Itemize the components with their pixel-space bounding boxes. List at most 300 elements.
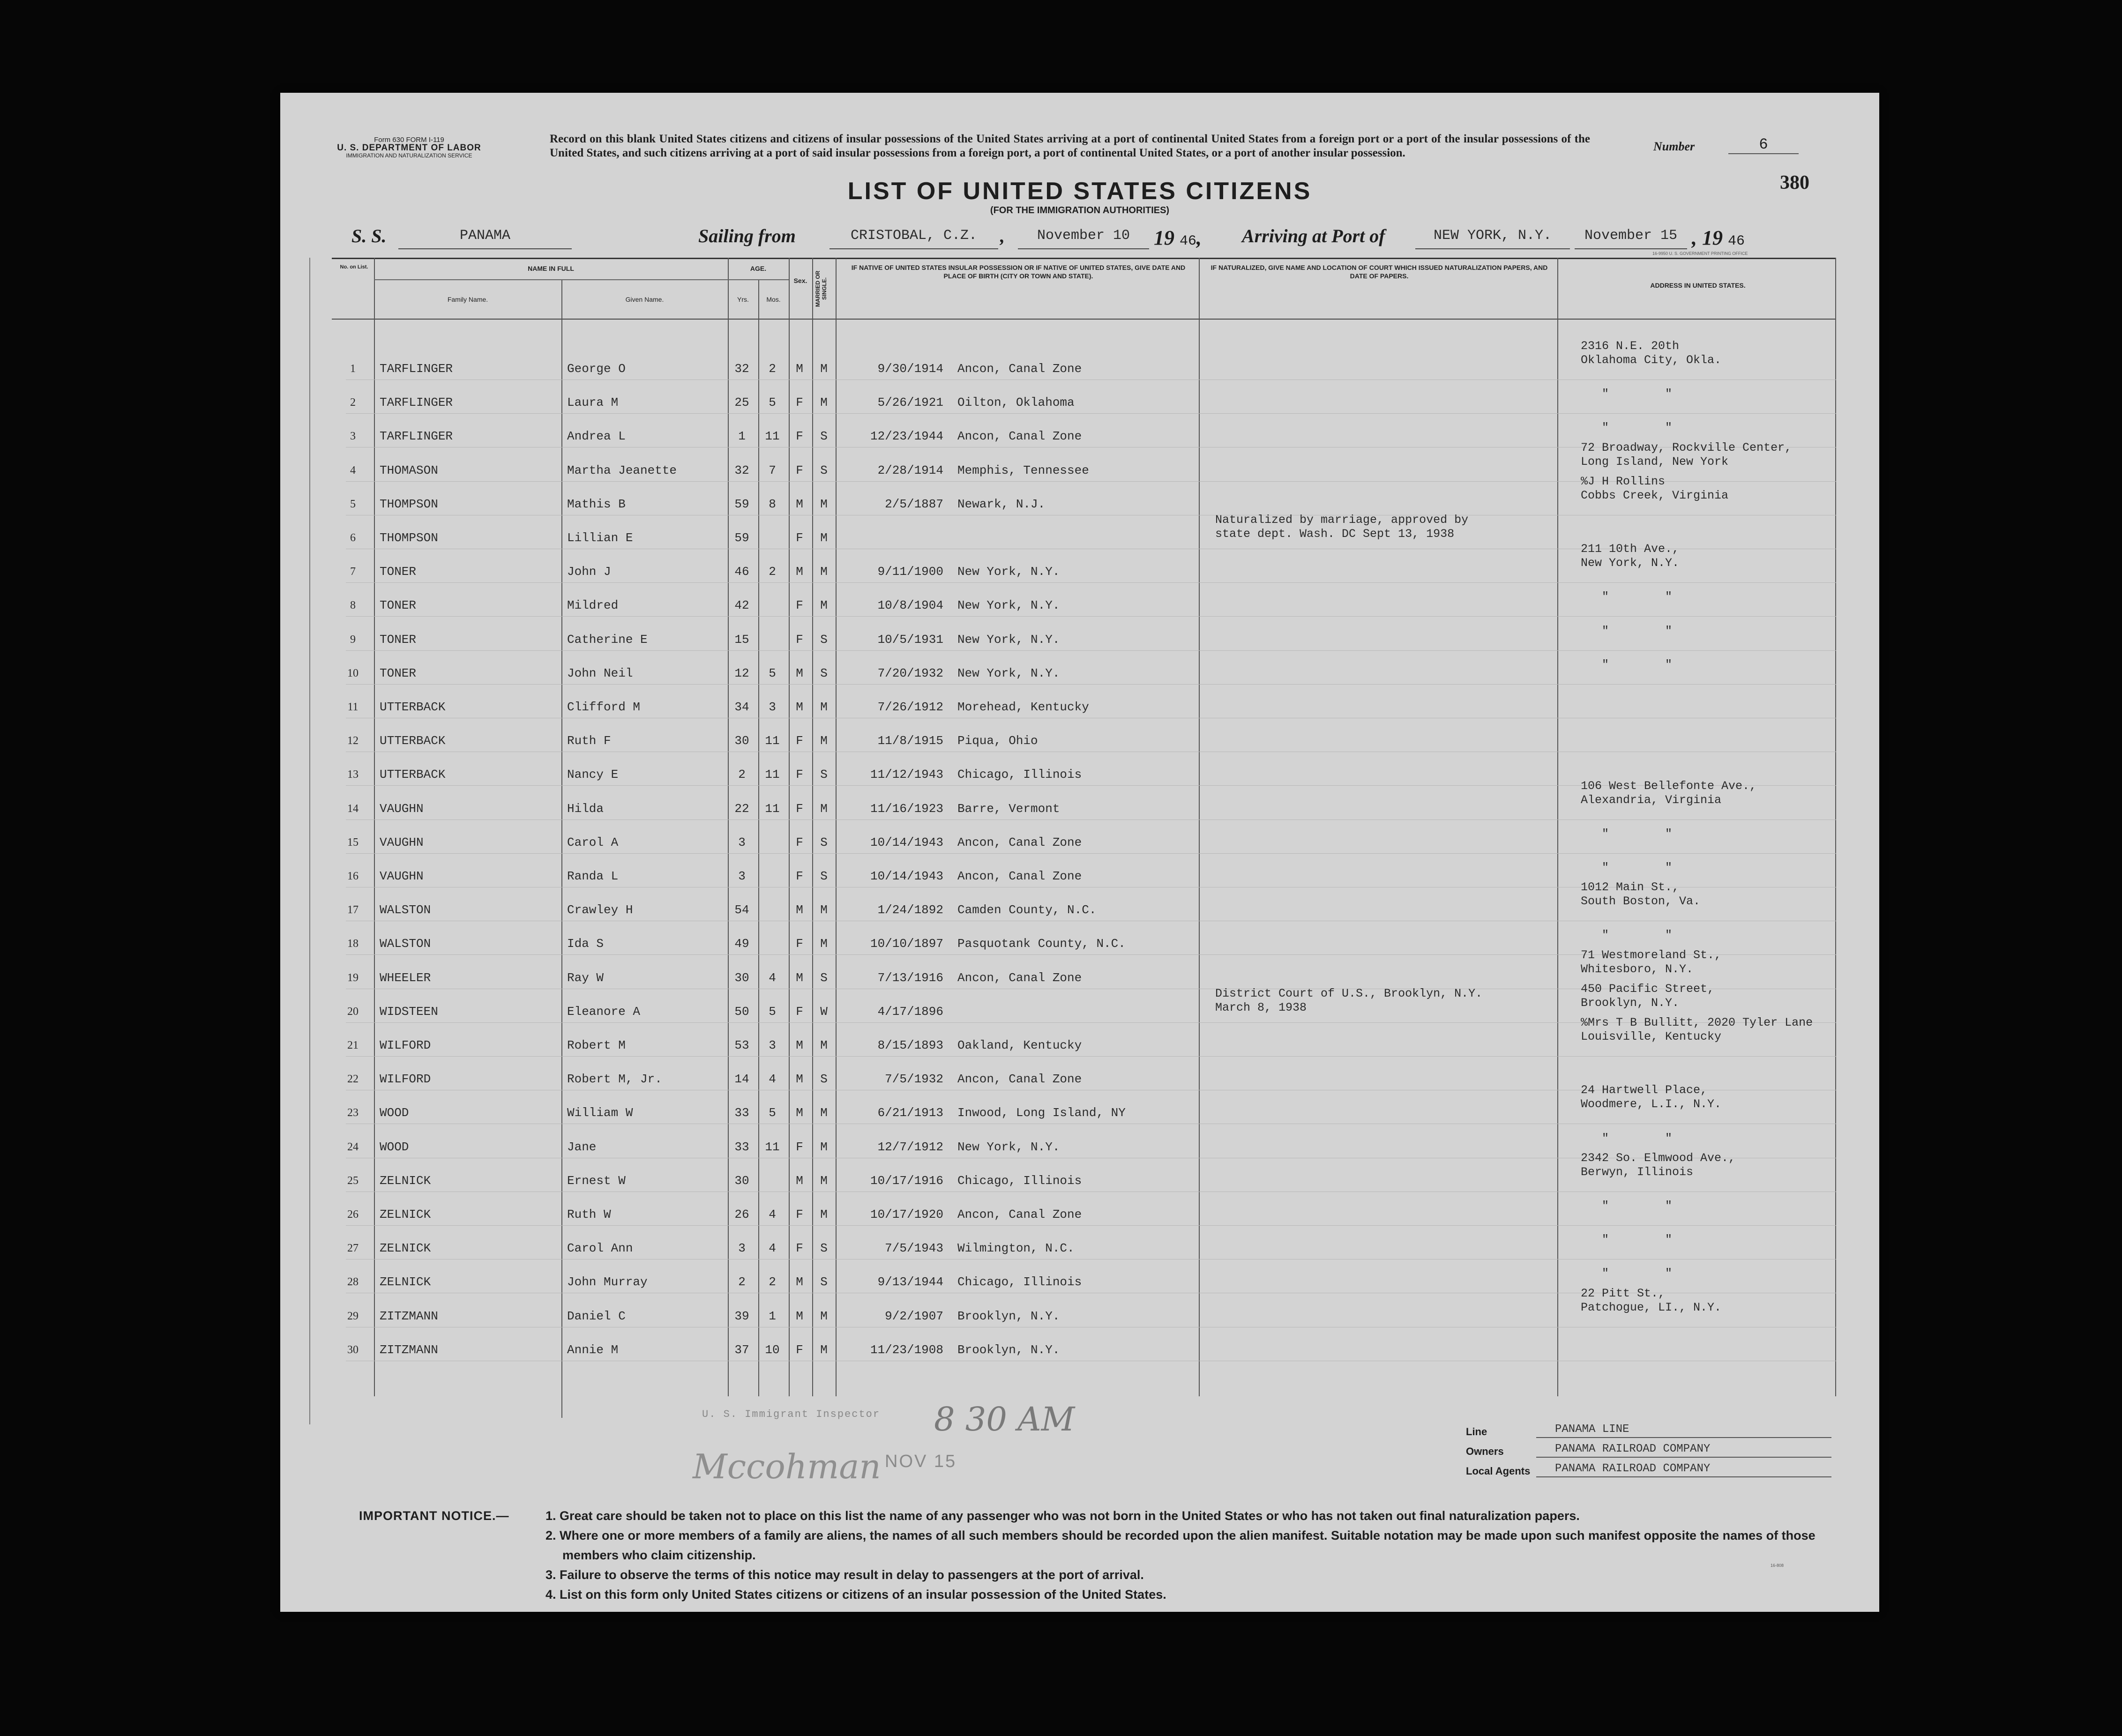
family-name: VAUGHN: [380, 801, 424, 816]
birth-place: Ancon, Canal Zone: [957, 429, 1082, 444]
row-number: 27: [347, 1242, 359, 1255]
row-number: 25: [347, 1174, 359, 1187]
given-name: Laura M: [567, 395, 619, 410]
age-years: 42: [734, 598, 749, 613]
us-address: " ": [1602, 624, 1673, 638]
marital-status: M: [820, 1309, 828, 1323]
birth-date: 12/23/1944: [870, 429, 943, 444]
marital-status: M: [820, 1173, 828, 1188]
us-address: 211 10th Ave., New York, N.Y.: [1581, 542, 1680, 570]
marital-status: M: [820, 531, 828, 545]
family-name: WHEELER: [380, 970, 431, 985]
birth-date: 10/10/1897: [870, 937, 943, 951]
col-header-address: ADDRESS IN UNITED STATES.: [1650, 282, 1746, 289]
arrival-port: NEW YORK, N.Y.: [1415, 228, 1570, 249]
family-name: TARFLINGER: [380, 362, 453, 376]
birth-place: Brooklyn, N.Y.: [957, 1342, 1060, 1357]
age-years: 33: [734, 1106, 749, 1120]
given-name: John Murray: [567, 1275, 648, 1289]
family-name: THOMPSON: [380, 531, 438, 545]
given-name: Carol A: [567, 835, 619, 849]
age-months: 3: [769, 1038, 776, 1052]
passenger-row: [332, 689, 1836, 722]
us-address: 71 Westmoreland St., Whitesboro, N.Y.: [1581, 948, 1722, 976]
marital-status: M: [820, 1140, 828, 1154]
us-address: " ": [1602, 421, 1673, 435]
birth-place: New York, N.Y.: [957, 666, 1060, 680]
family-name: ZELNICK: [380, 1207, 431, 1222]
birth-date: 9/13/1944: [877, 1275, 943, 1289]
family-name: ZELNICK: [380, 1241, 431, 1256]
birth-place: Pasquotank County, N.C.: [957, 937, 1126, 951]
age-months: 11: [765, 801, 780, 816]
marital-status: S: [820, 632, 828, 647]
sex: F: [796, 632, 803, 647]
row-number: 17: [347, 904, 359, 916]
age-years: 30: [734, 1173, 749, 1188]
birth-place: Ancon, Canal Zone: [957, 362, 1082, 376]
age-months: 5: [769, 1106, 776, 1120]
sex: M: [796, 1106, 803, 1120]
family-name: ZELNICK: [380, 1275, 431, 1289]
row-number: 29: [347, 1310, 359, 1322]
birth-place: New York, N.Y.: [957, 632, 1060, 647]
marital-status: M: [820, 734, 828, 748]
marital-status: S: [820, 1241, 828, 1256]
departure-date: November 10: [1018, 228, 1149, 249]
birth-date: 10/8/1904: [877, 598, 943, 613]
passenger-row: [332, 1286, 1836, 1331]
departure-year: 19 46,: [1154, 226, 1202, 249]
us-address: 2316 N.E. 20th Oklahoma City, Okla.: [1581, 339, 1722, 367]
sex: M: [796, 666, 803, 680]
notice-item: 4. List on this form only United States citizens or citizens of an insular possession of the United States.: [545, 1587, 1166, 1602]
sex: F: [796, 835, 803, 849]
us-address: " ": [1602, 928, 1673, 942]
marital-status: M: [820, 903, 828, 917]
service-name: IMMIGRATION AND NATURALIZATION SERVICE: [346, 152, 472, 159]
naturalization-info: District Court of U.S., Brooklyn, N.Y. March 8, 1938: [1215, 986, 1483, 1014]
us-address: 22 Pitt St., Patchogue, LI., N.Y.: [1581, 1286, 1722, 1314]
birth-place: Ancon, Canal Zone: [957, 1072, 1082, 1087]
birth-place: Memphis, Tennessee: [957, 463, 1089, 477]
given-name: Clifford M: [567, 700, 641, 714]
age-years: 49: [734, 937, 749, 951]
given-name: Lillian E: [567, 531, 633, 545]
row-number: 30: [347, 1343, 359, 1356]
sex: F: [796, 395, 803, 410]
marital-status: M: [820, 801, 828, 816]
birth-date: 1/24/1892: [877, 903, 943, 917]
age-years: 59: [734, 531, 749, 545]
arriving-label: Arriving at Port of: [1242, 225, 1385, 246]
marital-status: S: [820, 429, 828, 444]
given-name: John Neil: [567, 666, 633, 680]
given-name: Annie M: [567, 1342, 619, 1357]
sex: M: [796, 903, 803, 917]
marital-status: S: [820, 666, 828, 680]
birth-place: Morehead, Kentucky: [957, 700, 1089, 714]
marital-status: M: [820, 565, 828, 579]
birth-place: New York, N.Y.: [957, 565, 1060, 579]
birth-date: 8/15/1893: [877, 1038, 943, 1052]
age-years: 12: [734, 666, 749, 680]
family-name: TARFLINGER: [380, 429, 453, 444]
family-name: UTTERBACK: [380, 700, 446, 714]
passenger-row: [332, 655, 1836, 688]
birth-place: Ancon, Canal Zone: [957, 835, 1082, 849]
sex: M: [796, 970, 803, 985]
naturalization-info: Naturalized by marriage, approved by state dept. Wash. DC Sept 13, 1938: [1215, 513, 1469, 541]
arrival-date: November 15: [1575, 228, 1687, 249]
age-months: 8: [769, 497, 776, 511]
given-name: Martha Jeanette: [567, 463, 677, 477]
birth-date: 11/8/1915: [877, 734, 943, 748]
marital-status: W: [820, 1004, 828, 1019]
sex: F: [796, 937, 803, 951]
row-number: 3: [350, 430, 356, 443]
us-address: 106 West Bellefonte Ave., Alexandria, Virginia: [1581, 779, 1757, 807]
page-number: 380: [1780, 172, 1809, 194]
birth-place: Chicago, Illinois: [957, 767, 1082, 782]
us-address: 1012 Main St., South Boston, Va.: [1581, 880, 1701, 909]
age-years: 54: [734, 903, 749, 917]
arrival-year: , 19 46: [1692, 226, 1745, 249]
passenger-row: [332, 474, 1836, 519]
family-name: TARFLINGER: [380, 395, 453, 410]
row-number: 21: [347, 1039, 359, 1051]
row-number: 23: [347, 1107, 359, 1119]
us-address: 72 Broadway, Rockville Center, Long Island, New York: [1581, 440, 1792, 469]
row-number: 16: [347, 870, 359, 882]
given-name: Robert M, Jr.: [567, 1072, 662, 1087]
sex: M: [796, 1173, 803, 1188]
age-months: 4: [769, 1241, 776, 1256]
col-header-married: MARRIED OR SINGLE.: [814, 270, 828, 307]
form-identifier: [332, 136, 486, 160]
row-number: 2: [350, 396, 356, 409]
document-subtitle: (FOR THE IMMIGRATION AUTHORITIES): [990, 205, 1170, 216]
family-name: WALSTON: [380, 937, 431, 951]
family-name: WIDSTEEN: [380, 1004, 438, 1019]
given-name: Jane: [567, 1140, 597, 1154]
row-number: 14: [347, 802, 359, 815]
us-address: 2342 So. Elmwood Ave., Berwyn, Illinois: [1581, 1151, 1736, 1179]
marital-status: M: [820, 497, 828, 511]
age-years: 3: [738, 1241, 746, 1256]
footer-code: 16-808: [1771, 1563, 1784, 1568]
sex: M: [796, 1275, 803, 1289]
notice-item: 1. Great care should be taken not to place on this list the name of any passenger who was not born in the United States or who has not taken out final naturalization papers.: [545, 1509, 1580, 1523]
us-address: 24 Hartwell Place, Woodmere, L.I., N.Y.: [1581, 1083, 1722, 1111]
row-number: 20: [347, 1005, 359, 1018]
birth-date: 12/7/1912: [877, 1140, 943, 1154]
age-months: 4: [769, 1072, 776, 1087]
marital-status: M: [820, 362, 828, 376]
birth-date: 4/17/1896: [877, 1004, 943, 1019]
table-top-rule: [332, 258, 1836, 259]
birth-place: Barre, Vermont: [957, 801, 1060, 816]
agency-name: U. S. DEPARTMENT OF LABOR: [337, 143, 481, 153]
age-years: 50: [734, 1004, 749, 1019]
given-name: John J: [567, 565, 611, 579]
age-years: 22: [734, 801, 749, 816]
age-years: 32: [734, 362, 749, 376]
marital-status: M: [820, 700, 828, 714]
age-years: 2: [738, 1275, 746, 1289]
row-number: 8: [350, 599, 356, 612]
sex: M: [796, 1072, 803, 1087]
birth-date: 9/30/1914: [877, 362, 943, 376]
family-name: WALSTON: [380, 903, 431, 917]
owners-label: Owners: [1466, 1445, 1504, 1457]
family-name: TONER: [380, 632, 417, 647]
birth-place: Chicago, Illinois: [957, 1275, 1082, 1289]
col-header-age: AGE.: [750, 265, 767, 272]
marital-status: S: [820, 970, 828, 985]
age-months: 11: [765, 734, 780, 748]
birth-date: 2/5/1887: [885, 497, 943, 511]
age-months: 11: [765, 1140, 780, 1154]
birth-date: 10/5/1931: [877, 632, 943, 647]
marital-status: M: [820, 1106, 828, 1120]
line-owner-block: [1466, 1421, 1831, 1480]
marital-status: S: [820, 1275, 828, 1289]
us-address: " ": [1602, 387, 1673, 401]
us-address: %Mrs T B Bullitt, 2020 Tyler Lane Louisville, Kentucky: [1581, 1016, 1813, 1043]
row-number: 10: [347, 667, 359, 679]
age-months: 3: [769, 700, 776, 714]
row-number: 7: [350, 566, 356, 578]
sex: F: [796, 734, 803, 748]
printer-mark: 16-9950 U. S. GOVERNMENT PRINTING OFFICE: [1652, 251, 1748, 256]
age-years: 30: [734, 970, 749, 985]
birth-place: Brooklyn, N.Y.: [957, 1309, 1060, 1323]
given-name: Robert M: [567, 1038, 626, 1052]
birth-place: New York, N.Y.: [957, 598, 1060, 613]
age-years: 30: [734, 734, 749, 748]
sex: F: [796, 1342, 803, 1357]
given-name: Ernest W: [567, 1173, 626, 1188]
age-years: 34: [734, 700, 749, 714]
age-months: 2: [769, 565, 776, 579]
us-address: " ": [1602, 1199, 1673, 1213]
sex: M: [796, 565, 803, 579]
col-header-given: Given Name.: [625, 296, 664, 303]
marital-status: M: [820, 598, 828, 613]
family-name: TONER: [380, 598, 417, 613]
sailing-from-label: Sailing from: [698, 225, 796, 246]
row-number: 18: [347, 938, 359, 950]
sex: F: [796, 1004, 803, 1019]
age-years: 33: [734, 1140, 749, 1154]
form-instructions: Record on this blank United States citizens and citizens of insular possessions of the United States arriving at a port of continental United States from a foreign port or a port of the insular possessions of the United States, and such citizens arriving at a port of said insular possessions from a foreign port, a port of continental United States, or a port of another insular possession.: [550, 133, 1590, 159]
given-name: Daniel C: [567, 1309, 626, 1323]
us-address: 450 Pacific Street, Brooklyn, N.Y.: [1581, 982, 1715, 1010]
birth-place: Oilton, Oklahoma: [957, 395, 1075, 410]
age-years: 53: [734, 1038, 749, 1052]
family-name: UTTERBACK: [380, 734, 446, 748]
birth-date: 7/20/1932: [877, 666, 943, 680]
birth-place: Oakland, Kentucky: [957, 1038, 1082, 1052]
col-header-mos: Mos.: [766, 296, 781, 303]
col-header-sex: Sex.: [793, 277, 807, 284]
us-address: " ": [1602, 861, 1673, 874]
family-name: ZELNICK: [380, 1173, 431, 1188]
marital-status: M: [820, 937, 828, 951]
sex: M: [796, 1309, 803, 1323]
us-address: " ": [1602, 657, 1673, 671]
age-months: 2: [769, 362, 776, 376]
given-name: Eleanore A: [567, 1004, 641, 1019]
age-months: 11: [765, 429, 780, 444]
birth-date: 7/26/1912: [877, 700, 943, 714]
row-number: 9: [350, 633, 356, 646]
col-header-yrs: Yrs.: [737, 296, 749, 303]
family-name: THOMPSON: [380, 497, 438, 511]
inspection-time: 8 30 AM: [934, 1400, 1075, 1438]
age-years: 59: [734, 497, 749, 511]
age-months: 5: [769, 395, 776, 410]
family-name: WILFORD: [380, 1038, 431, 1052]
row-number: 15: [347, 836, 359, 849]
age-months: 4: [769, 1207, 776, 1222]
marital-status: S: [820, 1072, 828, 1087]
row-number: 1: [350, 363, 356, 375]
sex: F: [796, 1140, 803, 1154]
agents-row: [1466, 1460, 1831, 1480]
us-address: " ": [1602, 1233, 1673, 1247]
us-address: %J H Rollins Cobbs Creek, Virginia: [1581, 474, 1729, 502]
document-title: LIST OF UNITED STATES CITIZENS: [847, 178, 1312, 205]
number-value: 6: [1728, 136, 1799, 154]
given-name: Ruth F: [567, 734, 611, 748]
sex: M: [796, 362, 803, 376]
marital-status: M: [820, 1207, 828, 1222]
inspector-label: U. S. Immigrant Inspector: [702, 1408, 881, 1420]
birth-place: Wilmington, N.C.: [957, 1241, 1075, 1256]
given-name: George O: [567, 362, 626, 376]
marital-status: M: [820, 1038, 828, 1052]
family-name: VAUGHN: [380, 869, 424, 883]
given-name: Ida S: [567, 937, 604, 951]
col-header-family: Family Name.: [447, 296, 488, 303]
birth-place: Ancon, Canal Zone: [957, 869, 1082, 883]
birth-place: Inwood, Long Island, NY: [957, 1106, 1126, 1120]
age-months: 1: [769, 1309, 776, 1323]
sex: F: [796, 1207, 803, 1222]
given-name: William W: [567, 1106, 633, 1120]
age-years: 46: [734, 565, 749, 579]
sex: M: [796, 700, 803, 714]
marital-status: S: [820, 869, 828, 883]
sex: F: [796, 463, 803, 477]
given-name: Crawley H: [567, 903, 633, 917]
owners-value: PANAMA RAILROAD COMPANY: [1536, 1443, 1831, 1458]
sex: F: [796, 1241, 803, 1256]
notice-item: 2. Where one or more members of a family are aliens, the names of all such members should be recorded upon the alien manifest. Suitable notation may be made upon such manifest opposite the names of those members who claim citizenship.: [545, 1528, 1816, 1562]
birth-date: 9/2/1907: [885, 1309, 943, 1323]
date-stamp: NOV 15: [885, 1452, 957, 1471]
given-name: Andrea L: [567, 429, 626, 444]
given-name: Hilda: [567, 801, 604, 816]
col-header-no: No. on List.: [340, 264, 368, 270]
row-number: 6: [350, 532, 356, 544]
given-name: Randa L: [567, 869, 619, 883]
sex: F: [796, 767, 803, 782]
birth-date: 7/5/1932: [885, 1072, 943, 1087]
inspector-signature: Mccohman: [693, 1447, 881, 1486]
col-header-naturalized: IF NATURALIZED, GIVE NAME AND LOCATION OF COURT WHICH ISSUED NATURALIZATION PAPERS, AND DATE OF PAPERS.: [1210, 264, 1548, 280]
family-name: ZITZMANN: [380, 1342, 438, 1357]
family-name: TONER: [380, 565, 417, 579]
given-name: Mathis B: [567, 497, 626, 511]
age-months: 7: [769, 463, 776, 477]
family-name: THOMASON: [380, 463, 438, 477]
number-label: Number: [1653, 140, 1695, 153]
birth-date: 9/11/1900: [877, 565, 943, 579]
marital-status: S: [820, 835, 828, 849]
us-address: " ": [1602, 827, 1673, 841]
age-years: 39: [734, 1309, 749, 1323]
us-address: " ": [1602, 1267, 1673, 1281]
col-header-birth: IF NATIVE OF UNITED STATES INSULAR POSSESSION OR IF NATIVE OF UNITED STATES, GIVE DATE AND PLACE OF BIRTH (CITY OR TOWN AND STATE).: [851, 264, 1186, 280]
given-name: Carol Ann: [567, 1241, 633, 1256]
row-number: 13: [347, 768, 359, 781]
notice-item: 3. Failure to observe the terms of this notice may result in delay to passengers at the port of arrival.: [545, 1568, 1144, 1582]
row-number: 5: [350, 498, 356, 510]
age-years: 26: [734, 1207, 749, 1222]
departure-port: CRISTOBAL, C.Z.: [829, 228, 998, 249]
age-years: 1: [738, 429, 746, 444]
row-number: 28: [347, 1276, 359, 1289]
age-years: 15: [734, 632, 749, 647]
age-years: 3: [738, 835, 746, 849]
passenger-row: [332, 723, 1836, 755]
sex: F: [796, 429, 803, 444]
marital-status: M: [820, 1342, 828, 1357]
age-years: 32: [734, 463, 749, 477]
line-value: PANAMA LINE: [1536, 1423, 1831, 1438]
birth-place: Ancon, Canal Zone: [957, 970, 1082, 985]
birth-date: 10/14/1943: [870, 835, 943, 849]
notice-items: [545, 1506, 1839, 1604]
family-name: TONER: [380, 666, 417, 680]
age-years: 2: [738, 767, 746, 782]
given-name: Catherine E: [567, 632, 648, 647]
notice-heading: IMPORTANT NOTICE.—: [359, 1509, 509, 1523]
marital-status: S: [820, 463, 828, 477]
birth-date: 2/28/1914: [877, 463, 943, 477]
age-years: 37: [734, 1342, 749, 1357]
family-name: WILFORD: [380, 1072, 431, 1087]
given-name: Ruth W: [567, 1207, 611, 1222]
birth-place: Chicago, Illinois: [957, 1173, 1082, 1188]
sex: F: [796, 801, 803, 816]
line-label: Line: [1466, 1426, 1487, 1438]
row-number: 11: [347, 701, 359, 713]
row-number: 4: [350, 464, 356, 477]
family-name: WOOD: [380, 1106, 409, 1120]
ship-name: PANAMA: [398, 228, 572, 249]
birth-place: Ancon, Canal Zone: [957, 1207, 1082, 1222]
age-years: 3: [738, 869, 746, 883]
family-name: WOOD: [380, 1140, 409, 1154]
agents-label: Local Agents: [1466, 1465, 1531, 1477]
row-number: 26: [347, 1208, 359, 1221]
given-name: Nancy E: [567, 767, 619, 782]
passenger-table: [332, 258, 1836, 1396]
